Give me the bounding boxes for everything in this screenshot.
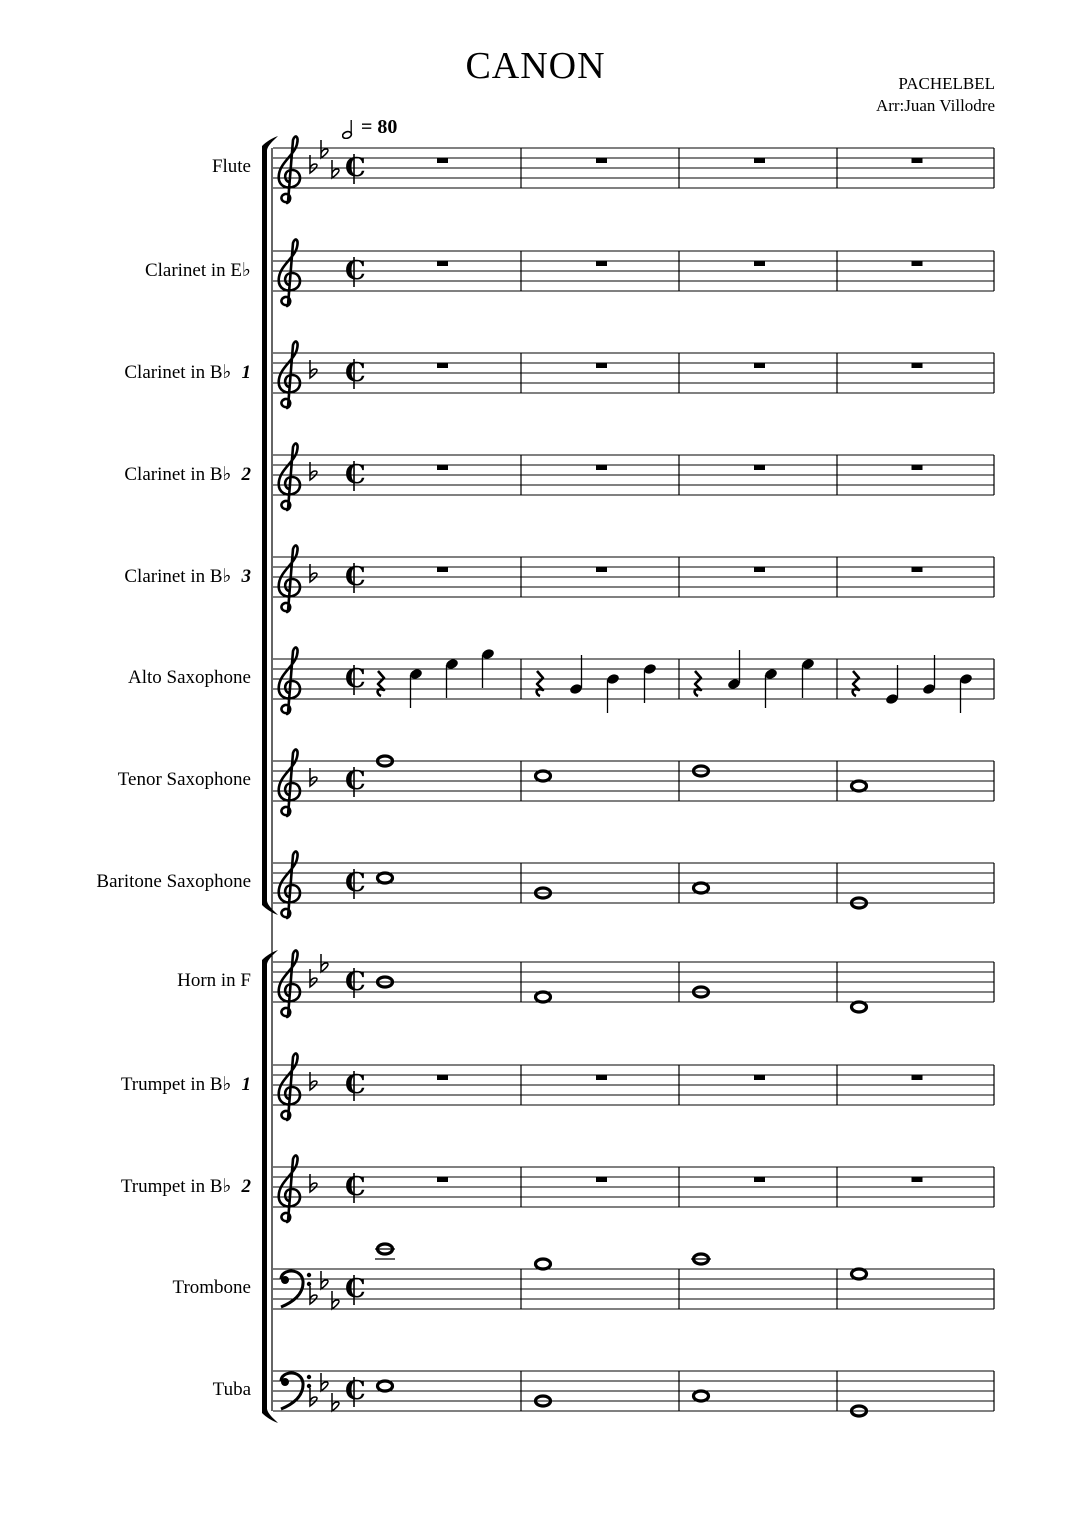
cut-time-icon: C xyxy=(345,664,366,694)
whole-note xyxy=(852,1269,867,1279)
whole-rest-icon xyxy=(437,261,448,266)
quarter-rest-icon xyxy=(695,671,701,696)
whole-note xyxy=(378,1381,393,1391)
whole-rest-icon xyxy=(437,1177,448,1182)
arranger-name: Arr:Juan Villodre xyxy=(875,96,995,115)
cut-time-icon: C xyxy=(345,256,366,286)
whole-rest-icon xyxy=(754,567,765,572)
whole-rest-icon xyxy=(596,567,607,572)
whole-rest-icon xyxy=(754,261,765,266)
instrument-name: Tenor Saxophone xyxy=(117,769,251,790)
whole-rest-icon xyxy=(437,567,448,572)
staff-9 xyxy=(273,951,994,1017)
whole-note xyxy=(852,781,867,791)
whole-rest-icon xyxy=(754,1177,765,1182)
whole-rest-icon xyxy=(912,1177,923,1182)
quarter-rest-icon xyxy=(853,671,859,696)
whole-rest-icon xyxy=(754,465,765,470)
cut-time-icon: C xyxy=(345,967,366,997)
whole-rest-icon xyxy=(437,465,448,470)
whole-rest-icon xyxy=(912,1075,923,1080)
flat-icon xyxy=(321,140,328,158)
cut-time-icon: C xyxy=(345,153,366,183)
instrument-name: Trombone xyxy=(172,1277,251,1298)
staff-7 xyxy=(273,750,994,816)
flat-icon xyxy=(332,160,339,178)
instrument-name: Alto Saxophone xyxy=(128,667,251,688)
treble-clef-icon xyxy=(279,342,300,408)
staff-4 xyxy=(273,444,994,510)
whole-rest-icon xyxy=(754,158,765,163)
instrument-name: Clarinet in E♭ xyxy=(144,260,251,281)
cut-time-icon: C xyxy=(345,562,366,592)
instrument-number: 2 xyxy=(241,464,251,485)
whole-rest-icon xyxy=(596,1177,607,1182)
cut-time-icon: C xyxy=(345,766,366,796)
instrument-name: Trumpet in B♭ xyxy=(120,1176,232,1197)
whole-rest-icon xyxy=(596,261,607,266)
flat-icon xyxy=(321,1271,328,1289)
staff-10 xyxy=(273,1054,994,1120)
flat-icon xyxy=(332,1393,339,1411)
whole-rest-icon xyxy=(596,465,607,470)
whole-rest-icon xyxy=(912,567,923,572)
cut-time-icon: C xyxy=(345,1070,366,1100)
treble-clef-icon xyxy=(279,240,300,306)
instrument-name: Horn in F xyxy=(177,970,251,991)
staff-5 xyxy=(273,546,994,612)
instrument-name: Trumpet in B♭ xyxy=(120,1074,232,1095)
whole-rest-icon xyxy=(912,363,923,368)
staff-1 xyxy=(273,137,994,203)
whole-note xyxy=(694,1391,709,1401)
woodwind-bracket xyxy=(262,136,278,915)
cut-time-icon: C xyxy=(345,358,366,388)
cut-time-icon: C xyxy=(345,868,366,898)
instrument-name: Clarinet in B♭ xyxy=(124,566,232,587)
staff-13 xyxy=(273,1371,994,1416)
whole-rest-icon xyxy=(754,363,765,368)
cut-time-icon: C xyxy=(345,1274,366,1304)
whole-rest-icon xyxy=(596,363,607,368)
instrument-name: Tuba xyxy=(212,1379,251,1400)
staff-3 xyxy=(273,342,994,408)
whole-rest-icon xyxy=(437,1075,448,1080)
instrument-number: 2 xyxy=(241,1176,251,1197)
whole-rest-icon xyxy=(437,158,448,163)
whole-note xyxy=(536,771,551,781)
whole-note xyxy=(852,1002,867,1012)
staff-2 xyxy=(273,240,994,306)
staff-11 xyxy=(273,1156,994,1222)
whole-rest-icon xyxy=(754,1075,765,1080)
quarter-rest-icon xyxy=(378,671,384,696)
instrument-name: Clarinet in B♭ xyxy=(124,464,232,485)
whole-note xyxy=(378,873,393,883)
instrument-number: 1 xyxy=(241,1074,251,1095)
instrument-number: 1 xyxy=(241,362,251,383)
instrument-name: Baritone Saxophone xyxy=(96,871,251,892)
treble-clef-icon xyxy=(279,1054,300,1120)
treble-clef-icon xyxy=(279,546,300,612)
treble-clef-icon xyxy=(279,137,300,203)
treble-clef-icon xyxy=(279,951,300,1017)
instrument-number: 3 xyxy=(241,566,251,587)
staff-8 xyxy=(273,852,994,918)
flat-icon xyxy=(321,1373,328,1391)
treble-clef-icon xyxy=(279,750,300,816)
cut-time-icon: C xyxy=(345,1376,366,1406)
cut-time-icon: C xyxy=(345,460,366,490)
quarter-rest-icon xyxy=(537,671,543,696)
whole-rest-icon xyxy=(596,1075,607,1080)
whole-note xyxy=(694,883,709,893)
whole-rest-icon xyxy=(912,158,923,163)
score-title: CANON xyxy=(465,45,606,87)
whole-rest-icon xyxy=(437,363,448,368)
composer-name: PACHELBEL xyxy=(898,74,995,93)
cut-time-icon: C xyxy=(345,1172,366,1202)
flat-icon xyxy=(321,954,328,972)
instrument-name: Clarinet in B♭ xyxy=(124,362,232,383)
treble-clef-icon xyxy=(279,648,300,714)
whole-rest-icon xyxy=(912,465,923,470)
whole-note xyxy=(536,1259,551,1269)
treble-clef-icon xyxy=(279,852,300,918)
staff-6 xyxy=(273,648,994,714)
whole-rest-icon xyxy=(596,158,607,163)
whole-rest-icon xyxy=(912,261,923,266)
treble-clef-icon xyxy=(279,1156,300,1222)
staff-12 xyxy=(273,1244,994,1309)
whole-note xyxy=(536,992,551,1002)
instrument-name: Flute xyxy=(211,156,251,177)
treble-clef-icon xyxy=(279,444,300,510)
tempo-value: = 80 xyxy=(361,116,398,138)
flat-icon xyxy=(332,1291,339,1309)
